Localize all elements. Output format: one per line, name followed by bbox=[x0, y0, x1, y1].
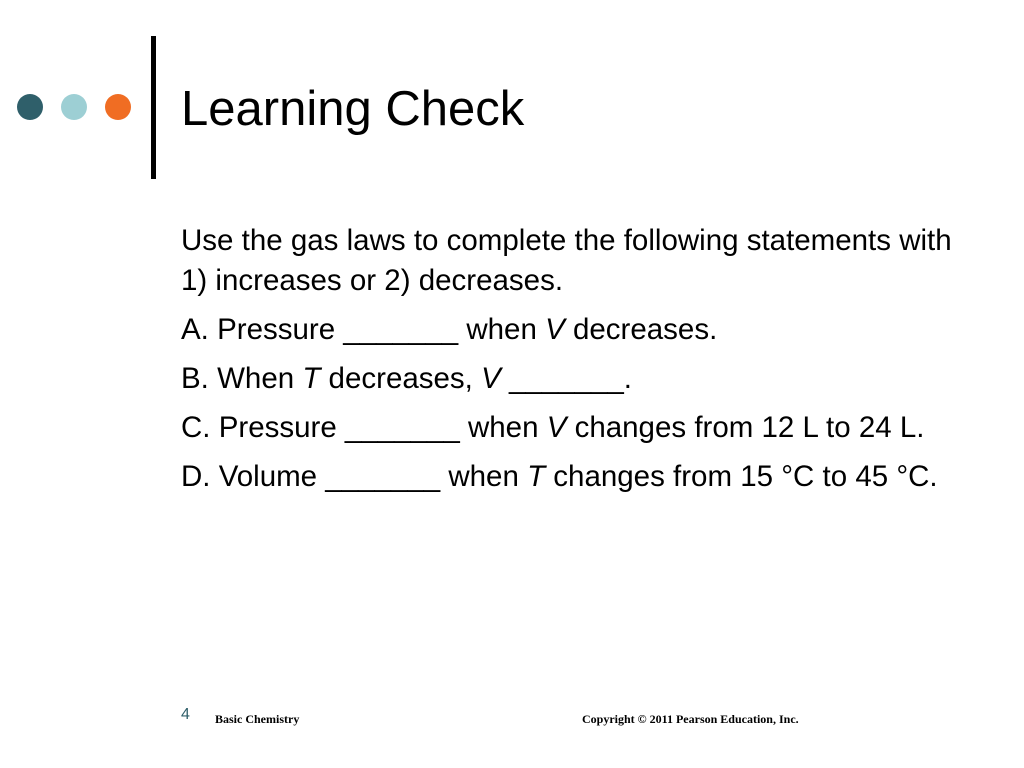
item-a bbox=[181, 310, 981, 350]
item-b-variable-1: T bbox=[302, 362, 321, 395]
footer-copyright: Copyright © 2011 Pearson Education, Inc. bbox=[582, 712, 799, 726]
item-b bbox=[181, 359, 981, 399]
slide-body bbox=[181, 221, 981, 506]
item-b-pre: B. When bbox=[181, 362, 303, 395]
light-teal-dot-icon bbox=[61, 94, 87, 120]
item-c bbox=[181, 408, 981, 448]
orange-dot-icon bbox=[105, 94, 131, 120]
slide-title: Learning Check bbox=[181, 82, 525, 136]
item-a-pre: A. Pressure _______ when bbox=[181, 313, 546, 346]
item-c-pre: C. Pressure _______ when bbox=[181, 411, 547, 444]
item-a-post: decreases. bbox=[564, 313, 718, 346]
item-b-post: _______. bbox=[500, 362, 632, 395]
item-a-variable: V bbox=[545, 313, 565, 346]
page-number: 4 bbox=[181, 706, 190, 723]
item-c-variable: V bbox=[546, 411, 567, 444]
item-b-mid: decreases, bbox=[320, 362, 482, 395]
item-d-pre: D. Volume _______ when bbox=[181, 460, 528, 493]
item-c-post: changes from 12 L to 24 L. bbox=[566, 411, 925, 444]
footer-course-name: Basic Chemistry bbox=[215, 712, 300, 726]
item-d bbox=[181, 457, 981, 497]
intro-paragraph: Use the gas laws to complete the following statements with 1) increases or 2) decreases. bbox=[181, 224, 952, 297]
dark-teal-dot-icon bbox=[17, 94, 43, 120]
title-divider bbox=[151, 36, 156, 179]
item-b-variable-2: V bbox=[481, 362, 501, 395]
item-d-post: changes from 15 °C to 45 °C. bbox=[545, 460, 938, 493]
item-d-variable: T bbox=[527, 460, 546, 493]
